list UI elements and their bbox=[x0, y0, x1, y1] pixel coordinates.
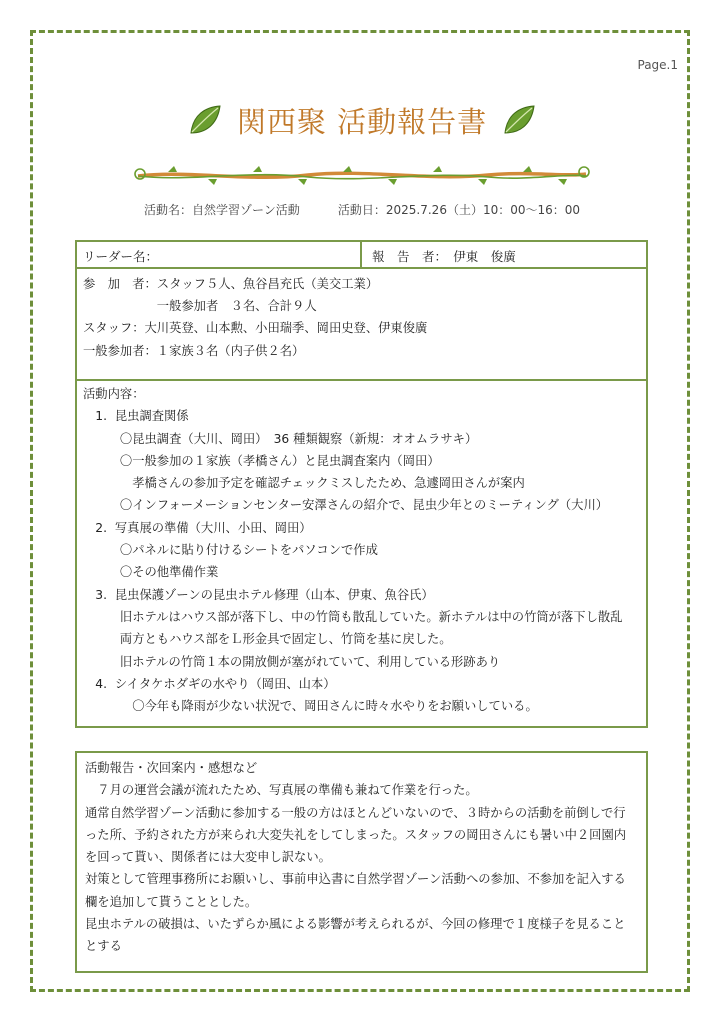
reporter-name: 報 告 者： 伊東 俊廣 bbox=[372, 249, 516, 264]
activity-section bbox=[77, 381, 646, 719]
title-row bbox=[0, 98, 724, 142]
report-box bbox=[75, 751, 648, 973]
activity-date: 活動日：2025.7.26（土）10：00～16：00 bbox=[337, 203, 581, 217]
activity-line: 〇パネルに貼り付けるシートをパソコンで作成 bbox=[83, 543, 378, 558]
header-row bbox=[77, 242, 646, 269]
report-line: った所、予約された方が来られ大変失礼をしてしまった。スタッフの岡田さんにも暑い中２回園内 bbox=[85, 827, 627, 842]
activity-box bbox=[75, 240, 648, 728]
activity-line: 〇その他準備作業 bbox=[83, 565, 219, 580]
activity-line: 3. 昆虫保護ゾーンの昆虫ホテル修理（山本、伊東、魚谷氏） bbox=[83, 587, 434, 602]
activity-line: 両方ともハウス部をＬ形金具で固定し、竹筒を基に戻した。 bbox=[83, 632, 452, 647]
leaf-icon bbox=[501, 103, 537, 137]
participant-line: 一般参加者：１家族３名（内子供２名） bbox=[83, 343, 305, 358]
document-title: 関西聚 活動報告書 bbox=[236, 104, 488, 139]
report-line: 通常自然学習ゾーン活動に参加する一般の方はほとんどいないので、３時からの活動を前倒しで行 bbox=[85, 805, 626, 820]
report-line: を回って貰い、関係者には大変申し訳ない。 bbox=[85, 850, 331, 865]
participant-line: 参 加 者：スタッフ５人、魚谷昌充氏（美交工業） bbox=[83, 277, 379, 291]
activity-meta bbox=[0, 201, 724, 218]
activity-line: 1. 昆虫調査関係 bbox=[83, 409, 189, 424]
report-line: 昆虫ホテルの破損は、いたずらか風による影響が考えられるが、今回の修理で１度様子を見ること bbox=[85, 917, 626, 932]
activity-line: 2. 写真展の準備（大川、小田、岡田） bbox=[83, 520, 312, 535]
activity-line: 4. シイタケホダギの水やり（岡田、山本） bbox=[83, 676, 336, 691]
activity-name: 活動名：自然学習ゾーン活動 bbox=[143, 203, 300, 217]
activity-line: 〇一般参加の１家族（孝橋さん）と昆虫調査案内（岡田） bbox=[83, 453, 440, 468]
activity-line: 〇今年も降雨が少ない状況で、岡田さんに時々水やりをお願いしている。 bbox=[83, 699, 538, 714]
participants-section bbox=[77, 269, 646, 381]
participant-line: スタッフ：大川英登、山本勲、小田瑞季、岡田史登、伊東俊廣 bbox=[83, 321, 428, 336]
activity-line: 旧ホテルの竹筒１本の開放側が塞がれていて、利用している形跡あり bbox=[83, 654, 501, 669]
page-number: Page.1 bbox=[637, 58, 678, 72]
report-line: ７月の運営会議が流れたため、写真展の準備も兼ねて作業を行った。 bbox=[85, 783, 478, 798]
activity-line: 〇インフォーメーションセンター安澤さんの紹介で、昆虫少年とのミーティング（大川） bbox=[83, 498, 609, 513]
activity-heading: 活動内容： bbox=[83, 387, 145, 401]
report-heading: 活動報告・次回案内・感想など bbox=[85, 761, 258, 775]
activity-line: 旧ホテルはハウス部が落下し、中の竹筒も散乱していた。新ホテルは中の竹筒が落下し散乱 bbox=[83, 609, 623, 624]
report-section bbox=[77, 753, 646, 962]
vine-ornament bbox=[128, 160, 596, 190]
leader-name: リーダー名： bbox=[77, 242, 362, 267]
participant-line: 一般参加者 ３名、合計９人 bbox=[83, 299, 317, 314]
leaf-icon bbox=[187, 103, 223, 137]
activity-line: 孝橋さんの参加予定を確認チェックミスしたため、急遽岡田さんが案内 bbox=[83, 476, 525, 491]
report-line: とする bbox=[85, 939, 122, 954]
report-line: 対策として管理事務所にお願いし、事前申込書に自然学習ゾーン活動への参加、不参加を記入する bbox=[85, 872, 626, 887]
report-line: 欄を追加して貰うこととした。 bbox=[85, 894, 258, 909]
activity-line: 〇昆虫調査（大川、岡田） 36 種類観察（新規：オオムラサキ） bbox=[83, 431, 478, 446]
